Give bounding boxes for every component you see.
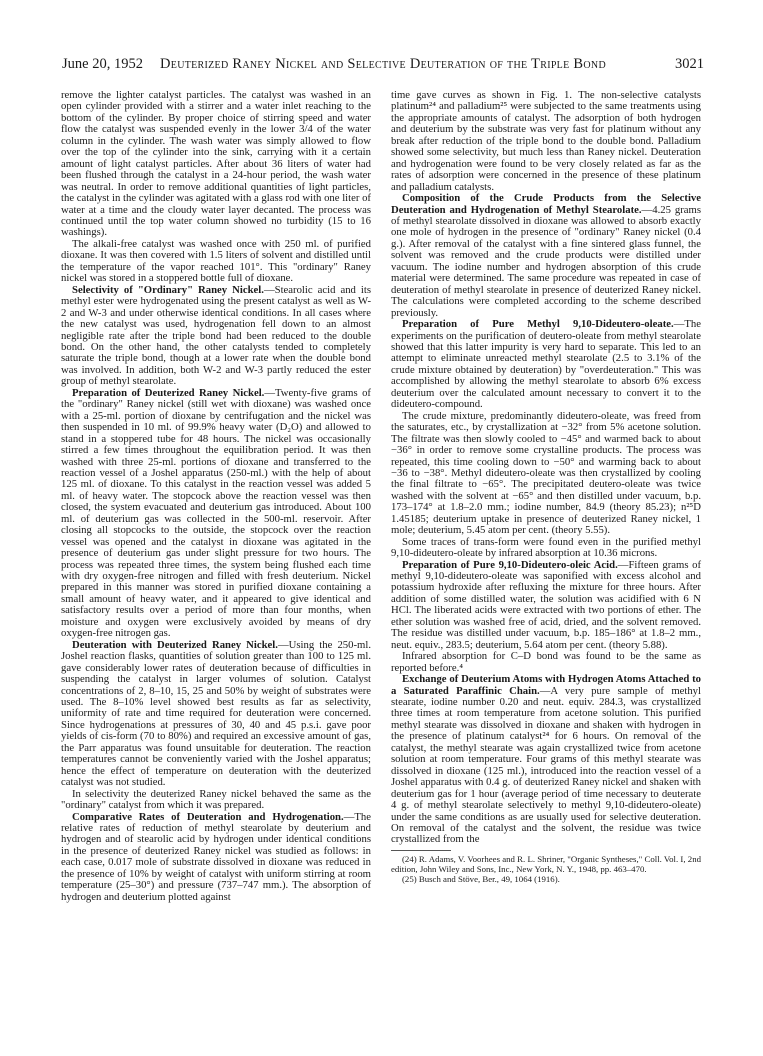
left-column: [61, 90, 371, 903]
paragraph: [61, 640, 371, 789]
page-header: [62, 56, 704, 76]
section-heading: Preparation of Deuterized Raney Nickel.: [72, 386, 265, 399]
footnote: (25) Busch and Stöve, Ber., 49, 1064 (1916).: [402, 873, 560, 884]
paragraph: [61, 388, 371, 640]
section-heading: Selectivity of "Ordinary" Raney Nickel.: [72, 283, 264, 296]
section-heading: Preparation of Pure Methyl 9,10-Dideutero-oleate.: [402, 318, 674, 331]
paragraph: The crude mixture, predominantly dideutero-oleate, was freed from the saturates, etc., by crystallization at −32° from 5% acetone solution. The filtrate was then slowly cooled to −45° and warmed back to about −36° in order to remove some crystalline products. The process was repeated, this time cooling down to −50° and warming back to about −36 to −38°. Methyl dideutero-oleate was then crystallized by cooling the final filtrate to −65°. The precipitated deutero-oleate was twice washed with the solvent at −65° and then distilled under vacuum, b.p. 173–174° at 1.8–2.0 mm.; iodine number, 84.9 (theory 85.23); n²⁵D 1.45185; deuterium uptake in presence of deuterized Raney nickel, 1 mole; deuterium, 5.45 atom per cent. (theory 5.55).: [391, 409, 701, 537]
paragraph: [61, 812, 371, 904]
paragraph-body: —A very pure sample of methyl stearate, iodine number 0.20 and neut. equiv. 284.3, was crystallized three times at room temperature from acetone solution. This purified methyl stearate was dissolved in dioxane and shaken with hydrogen in the presence of platinum catalyst²⁴ for 6 hours. On removal of the catalyst, the methyl stearate was again crystallized twice from acetone solution at room temperature. Four grams of this methyl stearate was dissolved in dioxane (125 ml.), introduced into the reaction vessel of a Joshel apparatus with 0.4 g. of deuterized Raney nickel and shaken with deuterium gas for 1 hour (average period of time necessary to deuterate 4 g. of methyl stearolate selectively to methyl 9,10-dideutero-oleate) under the same conditions as are usually used for selective deuteration. On removal of the catalyst and the solvent, the residue was twice crystallized from the: [391, 684, 701, 846]
section-heading: Preparation of Pure 9,10-Dideutero-oleic Acid.: [402, 558, 618, 571]
header-date: June 20, 1952: [62, 56, 143, 72]
paragraph: In selectivity the deuterized Raney nickel behaved the same as the "ordinary" catalyst from which it was prepared.: [61, 787, 371, 812]
section-heading: Comparative Rates of Deuteration and Hydrogenation.: [72, 810, 344, 823]
paragraph: Some traces of trans-form were found even in the purified methyl 9,10-dideutero-oleate by infrared absorption at 10.36 microns.: [391, 535, 701, 560]
section-heading: Exchange of Deuterium Atoms with Hydrogen Atoms Attached to a Saturated Paraffinic Chain.: [391, 673, 701, 697]
right-column: [391, 90, 701, 884]
paragraph: [391, 560, 701, 652]
section-heading: Deuteration with Deuterized Raney Nickel.: [72, 638, 278, 651]
footnote: (24) R. Adams, V. Voorhees and R. L. Shriner, "Organic Syntheses," Coll. Vol. I, 2nd edition, John Wiley and Sons, Inc., New York, N. Y., 1948, pp. 463–470.: [391, 853, 701, 874]
paragraph: time gave curves as shown in Fig. 1. The non-selective catalysts platinum²⁴ and palladium²⁵ were subjected to the same treatments using the appropriate amounts of catalyst. The adsorption of both hydrogen and deuterium by the substrate was very fast for platinum without any break after reduction of the triple bond to the double bond. Palladium showed some selectivity, but much less than Raney nickel. Deuteration and hydrogenation were found to be very closely related as far as the rates of adsorption were concerned in the presence of these platinum and palladium catalysts.: [391, 89, 701, 193]
paragraph-body: —Stearolic acid and its methyl ester were hydrogenated using the present catalyst as well as W-2 and W-3 and under otherwise identical conditions. In all cases where the new catalyst was used, hydrogenation fell down to an almost negligible rate after the triple bond had been reduced to the double bond. On the other hand, the other catalysts tended to completely saturate the triple bond, though at a lower rate when the double bond was involved. In addition, both W-2 and W-3 partly reduced the ester group of methyl stearolate.: [61, 283, 371, 388]
paragraph-body: —4.25 grams of methyl stearolate dissolved in dioxane was allowed to absorb exactly one mole of hydrogen in the presence of "ordinary" Raney nickel (0.4 g.). After removal of the catalyst with a fine sintered glass funnel, the solvent was removed and the crude products were distilled under vacuum. The iodine number and hydrogen absorption of this crude material were determined. The same procedure was repeated in case of deuteration of methyl stearolate in presence of deuterized Raney nickel. The calculations were completed according to the scheme described previously.: [391, 203, 701, 319]
paragraph-body: —Twenty-five grams of the "ordinary" Raney nickel (still wet with dioxane) was washed once with a 25-ml. portion of dioxane by centrifugation and the nickel was then suspended in 10 ml. of 99.9% heavy water (D₂O) and allowed to stand in a stoppered tube for 48 hours. The nickel was occasionally stirred a few times throughout the equilibration period. It was then washed with three 25-ml. portions of dioxane and transferred to the reaction vessel of a Joshel apparatus (250-ml.) with the help of about 125 ml. of dioxane. To this catalyst in the reaction vessel was added 5 ml. of heavy water. The stopcock above the reaction vessel was then closed, the system evacuated and deuterium gas introduced. About 100 ml. of deuterium gas was collected in the 500-ml. reservoir. After closing all stopcocks to the outside, the stopcock over the reaction vessel was opened and the catalyst in dioxane was agitated in the presence of deuterium gas under slight pressure for two hours. The process was repeated three times, the system being flushed each time with dry oxygen-free nitrogen and filled with fresh deuterium. Nickel prepared in this manner was stored in purified dioxane containing a small amount of heavy water, and it appeared to give identical and satisfactory results over a period of more than four months, when moisture and oxygen were exclusively avoided by means of dry oxygen-free nitrogen gas.: [61, 386, 371, 640]
paragraph: The alkali-free catalyst was washed once with 250 ml. of purified dioxane. It was then covered with 1.5 liters of solvent and distilled until the temperature of the vapor reached 101°. This "ordinary" Raney nickel was stored in a stoppered bottle full of dioxane.: [61, 237, 371, 285]
paragraph: remove the lighter catalyst particles. The catalyst was washed in an open cylinder provided with a stirrer and a water inlet reaching to the bottom of the cylinder. By proper choice of stirring speed and water flow the catalyst was suspended evenly in the lower 3/4 of the water column in the cylinder. The wash water was simply allowed to flow over the top of the cylinder into the sink, carrying with it a certain amount of light catalyst particles. After about 36 liters of water had been flushed through the catalyst in a 24-hour period, the wash water was neutral. In order to remove additional quantities of light particles, the catalyst in the cylinder was agitated with a glass rod with one liter of water at a time and the cloudy water layer decanted. The process was continued until the top water column showed no turbidity (15 to 16 washings).: [61, 89, 371, 239]
paragraph: [391, 193, 701, 319]
paragraph-body: —The relative rates of reduction of methyl stearolate by deuterium and hydrogen and of stearolic acid by hydrogen under identical conditions in the presence of deuterized Raney nickel was studied as follows: in each case, 0.017 mole of substrate dissolved in dioxane was reduced in the presence of 10% by weight of catalyst with uniform stirring at room temperature (25–30°) and pressure (737–747 mm.). The absorption of hydrogen and deuterium plotted against: [61, 810, 371, 903]
page-number: 3021: [675, 56, 704, 72]
paragraph: [391, 319, 701, 411]
paragraph-body: —The experiments on the purification of deutero-oleate from methyl stearolate showed that this latter impurity is very hard to separate. This led to an attempt to eliminate unreacted methyl stearolate (2.5 to 3.1% of the crude mixture obtained by deuteration) by "overdeuteration." This was accomplished by allowing the methyl stearolate to absorb 6% excess deuterium over the calculated amount necessary to convert it to the dideutero-compound.: [391, 318, 701, 411]
section-heading: Composition of the Crude Products from the Selective Deuteration and Hydrogenation of Methyl Stearolate.: [391, 192, 701, 216]
paragraph: [61, 285, 371, 388]
paragraph: [391, 674, 701, 846]
footnote-divider: [391, 850, 451, 851]
paragraph-body: —Using the 250-ml. Joshel reaction flasks, quantities of solution greater than 100 to 125 ml. gave considerably lower rates of deuteration because of difficulties in suspending the catalyst in larger volumes of solution. Catalyst concentrations of 2, 8–10, 15, 25 and 50% by weight of substrates were used. The 8–10% level showed best results as far as selectivity, uniformity of rate and time required for deuteration were concerned. Since hydrogenations at pressures of 30, 40 and 45 p.s.i. gave poor yields of cis-form (70 to 80%) and required an excessive amount of gas, the Parr apparatus was found unsuitable for deuteration. The reaction temperatures cannot be conveniently varied with the Joshel apparatus; hence the effect of temperature on deuteration with the deuterized catalyst was not studied.: [61, 638, 371, 789]
paragraph-body: —Fifteen grams of methyl 9,10-dideutero-oleate was saponified with excess alcohol and potassium hydroxide after refluxing the mixture for three hours. After addition of some distilled water, the solution was acidified with 6 N HCl. The liberated acids were extracted with two portions of ether. The ether solution was washed free of acid, dried, and the solvent removed. The residue was distilled under vacuum, b.p. 185–186° at 1.8–2 mm., neut. equiv., 283.5; deuterium, 5.64 atom per cent. (theory 5.88).: [391, 558, 702, 651]
header-title: Deuterized Raney Nickel and Selective Deuteration of the Triple Bond: [160, 56, 606, 72]
paragraph: Infrared absorption for C–D bond was found to be the same as reported before.⁴: [391, 650, 701, 674]
